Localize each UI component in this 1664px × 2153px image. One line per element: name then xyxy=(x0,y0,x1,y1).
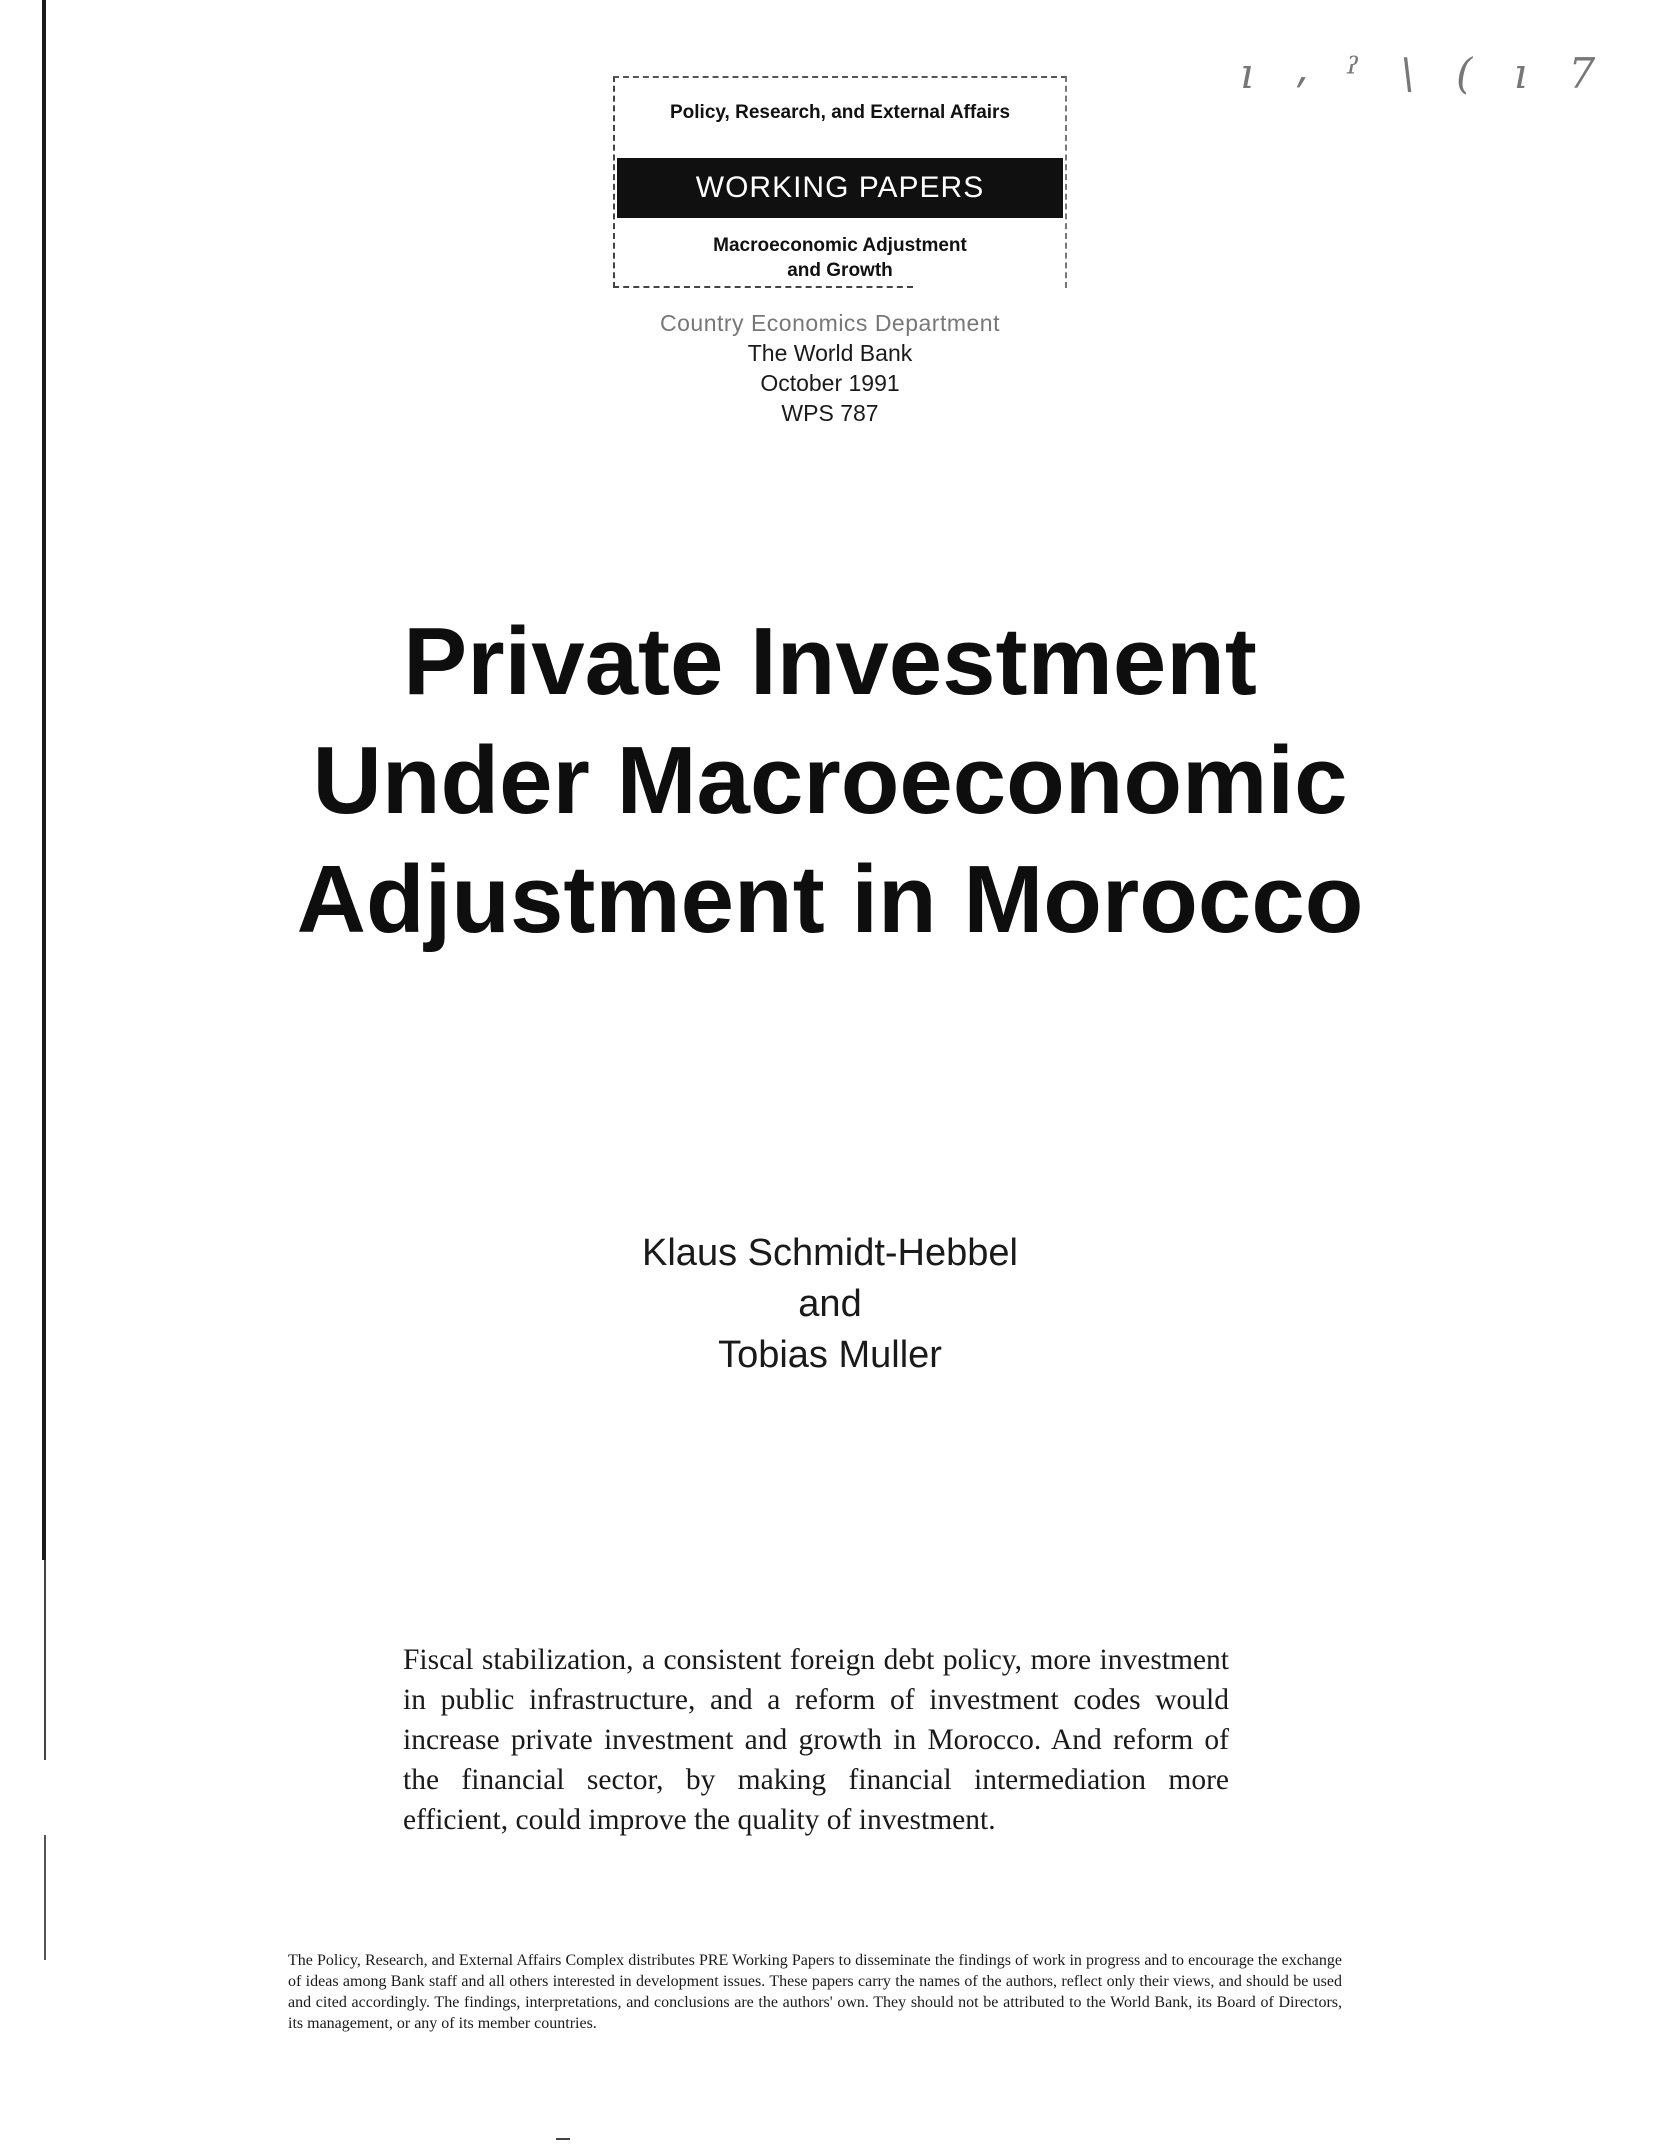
publication-date: October 1991 xyxy=(760,370,900,396)
title-line1: Private Investment xyxy=(403,608,1257,715)
title-line2: Under Macroeconomic xyxy=(312,727,1348,834)
series-box-bottom-border xyxy=(613,286,913,288)
institution-name: The World Bank xyxy=(747,340,913,366)
series-topic-line1: Macroeconomic Adjustment xyxy=(713,235,967,256)
series-organization: Policy, Research, and External Affairs xyxy=(669,102,1011,123)
series-header-box xyxy=(613,76,1067,288)
handwritten-mark: ı ⸴ ˀ \ ( ı 7 xyxy=(1240,49,1610,98)
series-topic-line2: and Growth xyxy=(787,260,893,281)
scan-edge-line xyxy=(42,0,46,1560)
page-title xyxy=(190,602,1470,959)
publisher-block xyxy=(580,308,1080,428)
author-second: Tobias Muller xyxy=(718,1334,942,1376)
series-label: WORKING PAPERS xyxy=(617,158,1063,218)
authors-block xyxy=(560,1228,1100,1381)
scan-mark xyxy=(556,2138,570,2140)
series-topic xyxy=(615,233,1065,283)
title-line3: Adjustment in Morocco xyxy=(296,846,1364,953)
paper-number: WPS 787 xyxy=(781,400,879,426)
disclaimer-note: The Policy, Research, and External Affairs Complex distributes PRE Working Papers to disseminate the findings of work in progress and to encourage the exchange of ideas among Bank staff and all others interested in development issues. These papers carry the names of the authors, reflect only their views, and should be used and cited accordingly. The findings, interpretations, and conclusions are the authors' own. They should not be attributed to the World Bank, its Board of Directors, its management, or any of its member countries. xyxy=(288,1952,1342,2032)
scan-edge-line-lower xyxy=(44,1560,46,2060)
author-conjunction: and xyxy=(798,1283,862,1325)
department-name: Country Economics Department xyxy=(660,310,1000,336)
author-first: Klaus Schmidt-Hebbel xyxy=(642,1232,1018,1274)
abstract-paragraph: Fiscal stabilization, a consistent foreign debt policy, more investment in public infrastructure, and a reform of investment codes would increase private investment and growth in Morocco. And reform of the financial sector, by making financial intermediation more efficient, could improve the quality of investment. xyxy=(403,1644,1229,1836)
